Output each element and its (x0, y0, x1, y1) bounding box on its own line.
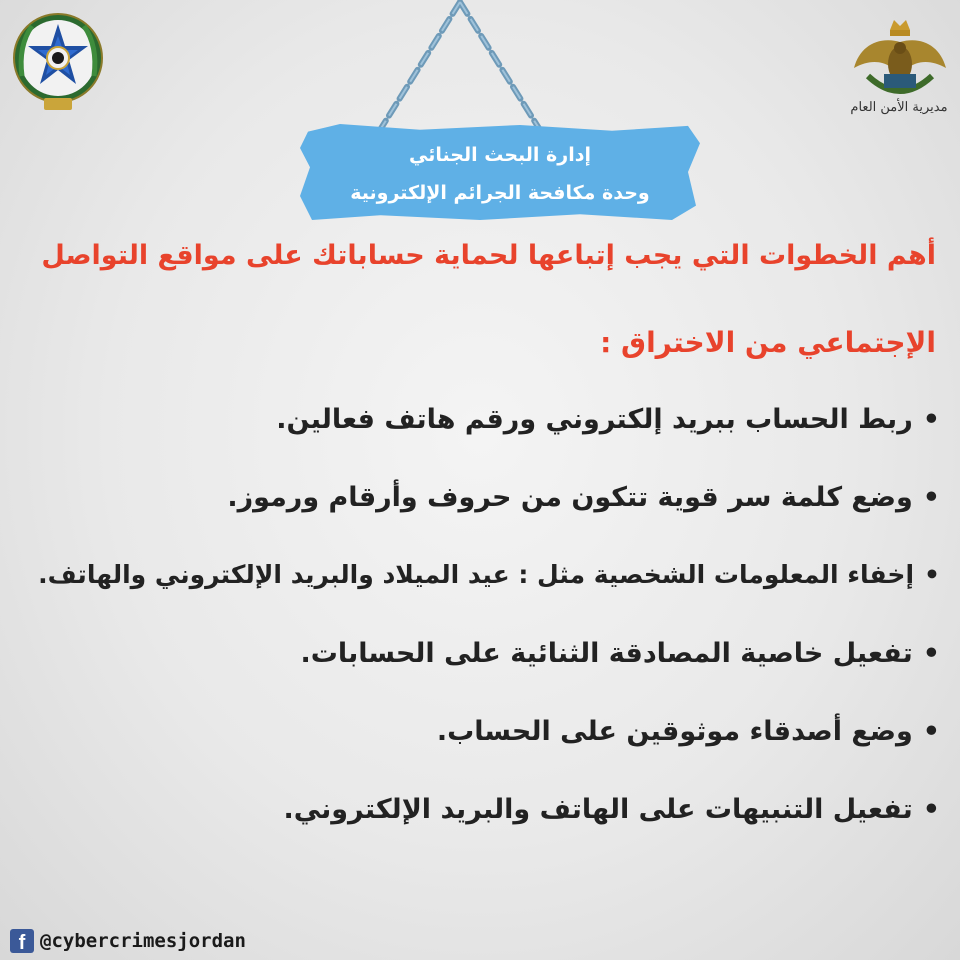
unit-title: وحدة مكافحة الجرائم الإلكترونية (350, 182, 650, 204)
headline-line-2: الإجتماعي من الاختراق : (600, 326, 936, 359)
bullet: • (922, 482, 940, 513)
list-item (276, 404, 940, 435)
headline-line-1: أهم الخطوات التي يجب إتباعها لحماية حساباتك على مواقع التواصل (41, 240, 936, 271)
tip-text: ربط الحساب ببريد إلكتروني ورقم هاتف فعالين. (276, 404, 913, 435)
social-handle[interactable]: @cybercrimesjordan (40, 930, 246, 952)
tip-text: وضع كلمة سر قوية تتكون من حروف وأرقام ورموز. (227, 482, 913, 513)
bullet: • (924, 560, 940, 589)
list-item (301, 638, 940, 669)
emblem-caption: مديرية الأمن العام (850, 100, 948, 115)
tip-text: تفعيل خاصية المصادقة الثنائية على الحسابات. (300, 638, 913, 669)
tip-text: إخفاء المعلومات الشخصية مثل : عيد الميلاد والبريد الإلكتروني والهاتف. (38, 560, 915, 589)
list-item (284, 794, 940, 825)
department-title: إدارة البحث الجنائي (409, 144, 591, 166)
facebook-icon[interactable]: f (10, 929, 34, 953)
bullet: • (922, 794, 940, 825)
list-item (227, 482, 940, 513)
tip-text: تفعيل التنبيهات على الهاتف والبريد الإلكتروني. (283, 794, 913, 825)
police-star-badge-icon (8, 6, 108, 116)
tip-text: وضع أصدقاء موثوقين على الحساب. (436, 716, 913, 747)
list-item (38, 560, 940, 589)
footer (10, 926, 246, 956)
sign-board (300, 124, 700, 220)
bullet: • (922, 404, 940, 435)
hanging-chain-icon (340, 0, 580, 140)
bullet: • (922, 638, 940, 669)
list-item (437, 716, 940, 747)
bullet: • (922, 716, 940, 747)
